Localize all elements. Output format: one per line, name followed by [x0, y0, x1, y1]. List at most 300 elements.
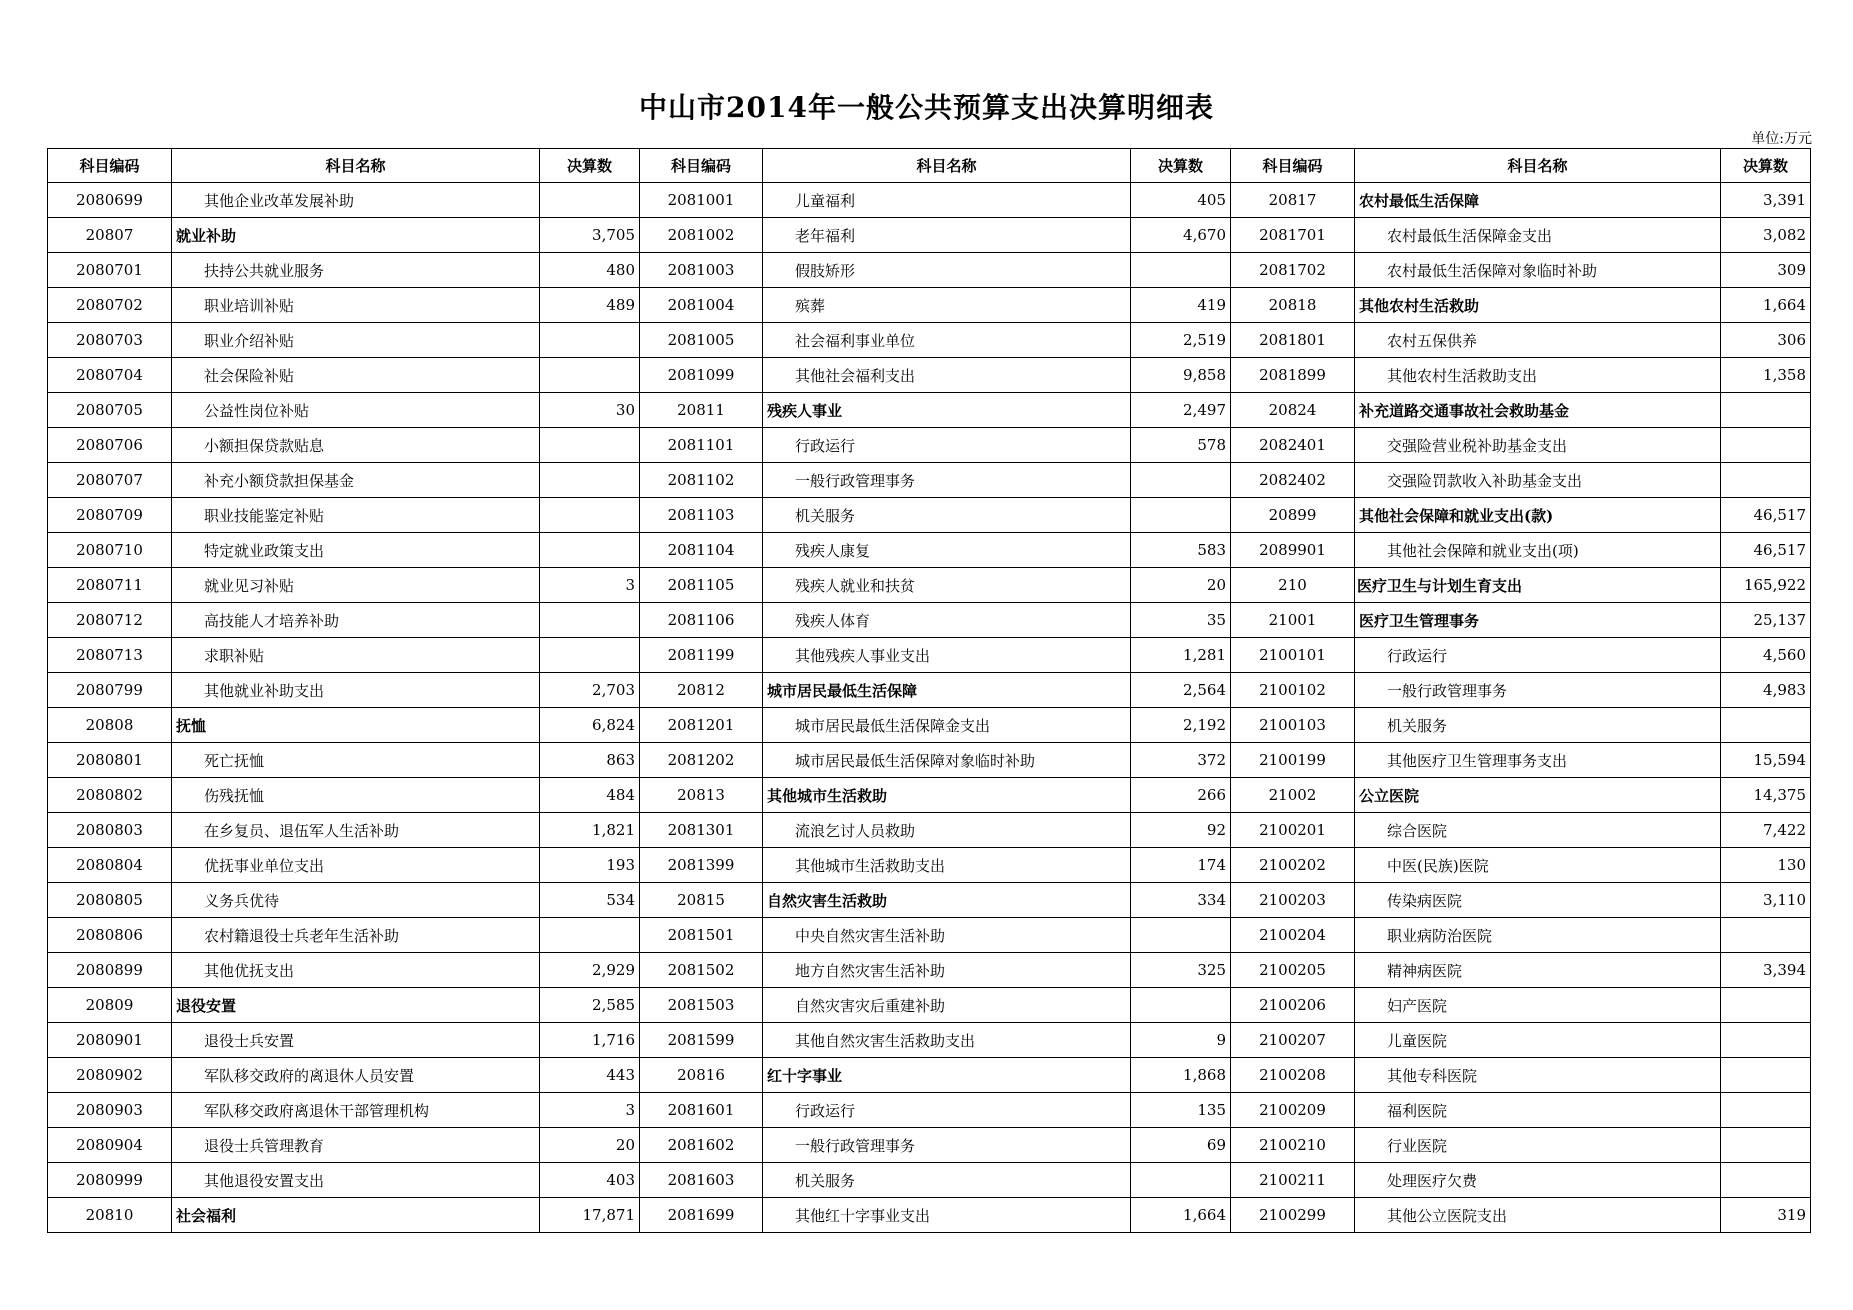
cell-amount: [1721, 463, 1811, 498]
cell-name: 城市居民最低生活保障金支出: [763, 708, 1131, 743]
cell-code: 2081099: [640, 358, 763, 393]
cell-code: 20808: [48, 708, 172, 743]
cell-amount: [1721, 393, 1811, 428]
cell-amount: [540, 498, 640, 533]
cell-name: 其他城市生活救助: [763, 778, 1131, 813]
table-row: [48, 358, 1811, 393]
cell-code: 2100201: [1231, 813, 1355, 848]
cell-amount: 4,983: [1721, 673, 1811, 708]
cell-code: 2100199: [1231, 743, 1355, 778]
cell-code: 2100209: [1231, 1093, 1355, 1128]
cell-amount: 1,281: [1131, 638, 1231, 673]
cell-code: 2081103: [640, 498, 763, 533]
cell-name: 交强险营业税补助基金支出: [1355, 428, 1721, 463]
header-name: 科目名称: [1355, 149, 1721, 183]
cell-name: 小额担保贷款贴息: [172, 428, 540, 463]
header-code: 科目编码: [1231, 149, 1355, 183]
table-row: [48, 218, 1811, 253]
cell-name: 社会福利: [172, 1198, 540, 1233]
cell-amount: 266: [1131, 778, 1231, 813]
cell-code: 20812: [640, 673, 763, 708]
cell-code: 2081199: [640, 638, 763, 673]
cell-amount: [1721, 1163, 1811, 1198]
cell-code: 2100210: [1231, 1128, 1355, 1163]
cell-code: 2081503: [640, 988, 763, 1023]
cell-amount: [1721, 1128, 1811, 1163]
table-row: [48, 988, 1811, 1023]
cell-amount: [540, 463, 640, 498]
cell-name: 城市居民最低生活保障对象临时补助: [763, 743, 1131, 778]
cell-name: 抚恤: [172, 708, 540, 743]
table-row: [48, 1093, 1811, 1128]
cell-code: 2100299: [1231, 1198, 1355, 1233]
cell-name: 地方自然灾害生活补助: [763, 953, 1131, 988]
cell-amount: 1,821: [540, 813, 640, 848]
cell-amount: 1,716: [540, 1023, 640, 1058]
cell-code: 20811: [640, 393, 763, 428]
cell-name: 其他退役安置支出: [172, 1163, 540, 1198]
cell-name: 其他残疾人事业支出: [763, 638, 1131, 673]
table-row: [48, 953, 1811, 988]
cell-name: 其他优抚支出: [172, 953, 540, 988]
cell-name: 职业培训补贴: [172, 288, 540, 323]
cell-amount: 165,922: [1721, 568, 1811, 603]
cell-name: 退役士兵安置: [172, 1023, 540, 1058]
cell-code: 2100101: [1231, 638, 1355, 673]
cell-name: 在乡复员、退伍军人生活补助: [172, 813, 540, 848]
cell-code: 2080904: [48, 1128, 172, 1163]
cell-amount: 4,560: [1721, 638, 1811, 673]
cell-name: 残疾人就业和扶贫: [763, 568, 1131, 603]
cell-name: 优抚事业单位支出: [172, 848, 540, 883]
cell-amount: 14,375: [1721, 778, 1811, 813]
cell-code: 2080805: [48, 883, 172, 918]
cell-amount: 25,137: [1721, 603, 1811, 638]
cell-name: 残疾人体育: [763, 603, 1131, 638]
cell-name: 自然灾害灾后重建补助: [763, 988, 1131, 1023]
cell-name: 传染病医院: [1355, 883, 1721, 918]
cell-name: 社会福利事业单位: [763, 323, 1131, 358]
cell-code: 2080706: [48, 428, 172, 463]
cell-amount: 443: [540, 1058, 640, 1093]
cell-name: 其他就业补助支出: [172, 673, 540, 708]
cell-code: 2081201: [640, 708, 763, 743]
cell-code: 2080999: [48, 1163, 172, 1198]
cell-code: 2081702: [1231, 253, 1355, 288]
table-row: [48, 673, 1811, 708]
cell-name: 死亡抚恤: [172, 743, 540, 778]
cell-name: 其他红十字事业支出: [763, 1198, 1131, 1233]
cell-code: 2080799: [48, 673, 172, 708]
cell-amount: 20: [1131, 568, 1231, 603]
cell-amount: 2,703: [540, 673, 640, 708]
cell-amount: 135: [1131, 1093, 1231, 1128]
cell-name: 处理医疗欠费: [1355, 1163, 1721, 1198]
cell-name: 行政运行: [1355, 638, 1721, 673]
cell-code: 21001: [1231, 603, 1355, 638]
table-row: [48, 568, 1811, 603]
cell-amount: 3,705: [540, 218, 640, 253]
cell-name: 殡葬: [763, 288, 1131, 323]
cell-amount: 9,858: [1131, 358, 1231, 393]
cell-name: 儿童医院: [1355, 1023, 1721, 1058]
cell-code: 2081502: [640, 953, 763, 988]
cell-code: 2081003: [640, 253, 763, 288]
cell-amount: 46,517: [1721, 498, 1811, 533]
cell-name: 其他自然灾害生活救助支出: [763, 1023, 1131, 1058]
cell-amount: 419: [1131, 288, 1231, 323]
cell-code: 2081501: [640, 918, 763, 953]
table-row: [48, 883, 1811, 918]
cell-code: 2080710: [48, 533, 172, 568]
header-name: 科目名称: [763, 149, 1131, 183]
cell-name: 高技能人才培养补助: [172, 603, 540, 638]
cell-amount: [1721, 918, 1811, 953]
cell-name: 补充小额贷款担保基金: [172, 463, 540, 498]
cell-code: 20807: [48, 218, 172, 253]
cell-name: 社会保险补贴: [172, 358, 540, 393]
cell-amount: 6,824: [540, 708, 640, 743]
cell-name: 机关服务: [1355, 708, 1721, 743]
cell-amount: [1721, 1093, 1811, 1128]
cell-name: 交强险罚款收入补助基金支出: [1355, 463, 1721, 498]
cell-code: 2081105: [640, 568, 763, 603]
cell-name: 军队移交政府的离退休人员安置: [172, 1058, 540, 1093]
cell-amount: 2,497: [1131, 393, 1231, 428]
cell-code: 2089901: [1231, 533, 1355, 568]
table-row: [48, 1128, 1811, 1163]
table-row: [48, 428, 1811, 463]
cell-amount: 3,394: [1721, 953, 1811, 988]
cell-code: 20818: [1231, 288, 1355, 323]
cell-amount: 325: [1131, 953, 1231, 988]
cell-amount: 405: [1131, 183, 1231, 218]
cell-amount: [540, 603, 640, 638]
cell-code: 2081104: [640, 533, 763, 568]
cell-name: 退役士兵管理教育: [172, 1128, 540, 1163]
cell-amount: 1,868: [1131, 1058, 1231, 1093]
header-row: [48, 149, 1811, 183]
cell-amount: 7,422: [1721, 813, 1811, 848]
cell-code: 20809: [48, 988, 172, 1023]
header-amount: 决算数: [1131, 149, 1231, 183]
cell-amount: [540, 533, 640, 568]
cell-code: 2082401: [1231, 428, 1355, 463]
cell-name: 其他医疗卫生管理事务支出: [1355, 743, 1721, 778]
cell-name: 中央自然灾害生活补助: [763, 918, 1131, 953]
cell-name: 流浪乞讨人员救助: [763, 813, 1131, 848]
cell-name: 农村五保供养: [1355, 323, 1721, 358]
cell-amount: 306: [1721, 323, 1811, 358]
cell-amount: 3,110: [1721, 883, 1811, 918]
cell-name: 城市居民最低生活保障: [763, 673, 1131, 708]
cell-name: 老年福利: [763, 218, 1131, 253]
cell-code: 2080699: [48, 183, 172, 218]
cell-name: 义务兵优待: [172, 883, 540, 918]
cell-amount: 1,358: [1721, 358, 1811, 393]
cell-code: 2080903: [48, 1093, 172, 1128]
cell-name: 机关服务: [763, 1163, 1131, 1198]
cell-code: 2081701: [1231, 218, 1355, 253]
table-body: [48, 183, 1811, 1233]
cell-amount: [1721, 708, 1811, 743]
table-row: [48, 1163, 1811, 1198]
cell-amount: [1131, 1163, 1231, 1198]
cell-name: 军队移交政府离退休干部管理机构: [172, 1093, 540, 1128]
cell-name: 其他社会保障和就业支出(款): [1355, 498, 1721, 533]
cell-amount: 3,391: [1721, 183, 1811, 218]
cell-code: 2081601: [640, 1093, 763, 1128]
cell-amount: [1131, 988, 1231, 1023]
cell-code: 2081101: [640, 428, 763, 463]
cell-code: 20817: [1231, 183, 1355, 218]
cell-amount: [1131, 463, 1231, 498]
cell-code: 2080711: [48, 568, 172, 603]
cell-code: 210: [1231, 568, 1355, 603]
cell-amount: 9: [1131, 1023, 1231, 1058]
cell-name: 残疾人事业: [763, 393, 1131, 428]
cell-code: 2100207: [1231, 1023, 1355, 1058]
cell-amount: 863: [540, 743, 640, 778]
cell-amount: 489: [540, 288, 640, 323]
cell-name: 其他农村生活救助支出: [1355, 358, 1721, 393]
cell-name: 农村籍退役士兵老年生活补助: [172, 918, 540, 953]
cell-code: 2081001: [640, 183, 763, 218]
cell-name: 妇产医院: [1355, 988, 1721, 1023]
cell-name: 职业病防治医院: [1355, 918, 1721, 953]
cell-code: 2100203: [1231, 883, 1355, 918]
cell-code: 2100202: [1231, 848, 1355, 883]
table-row: [48, 778, 1811, 813]
cell-name: 公益性岗位补贴: [172, 393, 540, 428]
cell-amount: 46,517: [1721, 533, 1811, 568]
cell-name: 行政运行: [763, 1093, 1131, 1128]
cell-code: 2081004: [640, 288, 763, 323]
cell-code: 2081602: [640, 1128, 763, 1163]
cell-name: 残疾人康复: [763, 533, 1131, 568]
cell-amount: 15,594: [1721, 743, 1811, 778]
cell-code: 20813: [640, 778, 763, 813]
cell-name: 医疗卫生管理事务: [1355, 603, 1721, 638]
cell-code: 2080901: [48, 1023, 172, 1058]
cell-code: 2081102: [640, 463, 763, 498]
cell-name: 其他城市生活救助支出: [763, 848, 1131, 883]
cell-code: 2082402: [1231, 463, 1355, 498]
cell-amount: 3: [540, 568, 640, 603]
cell-amount: 69: [1131, 1128, 1231, 1163]
cell-name: 其他社会保障和就业支出(项): [1355, 533, 1721, 568]
cell-code: 2081106: [640, 603, 763, 638]
cell-amount: [540, 428, 640, 463]
cell-name: 职业介绍补贴: [172, 323, 540, 358]
cell-code: 20899: [1231, 498, 1355, 533]
cell-amount: [540, 183, 640, 218]
table-row: [48, 253, 1811, 288]
cell-name: 补充道路交通事故社会救助基金: [1355, 393, 1721, 428]
table-row: [48, 918, 1811, 953]
cell-name: 一般行政管理事务: [763, 463, 1131, 498]
unit-label: 单位:万元: [1751, 131, 1812, 147]
cell-name: 一般行政管理事务: [763, 1128, 1131, 1163]
cell-name: 假肢矫形: [763, 253, 1131, 288]
cell-amount: 35: [1131, 603, 1231, 638]
cell-code: 20816: [640, 1058, 763, 1093]
header-amount: 决算数: [1721, 149, 1811, 183]
cell-amount: [540, 918, 640, 953]
cell-code: 20815: [640, 883, 763, 918]
cell-name: 精神病医院: [1355, 953, 1721, 988]
table-row: [48, 393, 1811, 428]
cell-name: 其他社会福利支出: [763, 358, 1131, 393]
cell-amount: 2,929: [540, 953, 640, 988]
header-code: 科目编码: [640, 149, 763, 183]
cell-name: 特定就业政策支出: [172, 533, 540, 568]
table-row: [48, 1023, 1811, 1058]
cell-code: 2100103: [1231, 708, 1355, 743]
cell-code: 2080704: [48, 358, 172, 393]
cell-code: 2081005: [640, 323, 763, 358]
cell-code: 2080902: [48, 1058, 172, 1093]
cell-amount: [1131, 253, 1231, 288]
cell-code: 2100208: [1231, 1058, 1355, 1093]
table-row: [48, 1198, 1811, 1233]
cell-amount: 1,664: [1721, 288, 1811, 323]
cell-amount: 534: [540, 883, 640, 918]
cell-name: 就业见习补贴: [172, 568, 540, 603]
table-row: [48, 498, 1811, 533]
cell-amount: 92: [1131, 813, 1231, 848]
cell-name: 一般行政管理事务: [1355, 673, 1721, 708]
cell-name: 职业技能鉴定补贴: [172, 498, 540, 533]
header-code: 科目编码: [48, 149, 172, 183]
header-name: 科目名称: [172, 149, 540, 183]
cell-name: 伤残抚恤: [172, 778, 540, 813]
cell-code: 2080705: [48, 393, 172, 428]
cell-amount: 2,564: [1131, 673, 1231, 708]
cell-name: 扶持公共就业服务: [172, 253, 540, 288]
header-amount: 决算数: [540, 149, 640, 183]
cell-code: 2080804: [48, 848, 172, 883]
cell-code: 20810: [48, 1198, 172, 1233]
cell-code: 2080701: [48, 253, 172, 288]
cell-code: 2080803: [48, 813, 172, 848]
table-row: [48, 848, 1811, 883]
table-row: [48, 463, 1811, 498]
cell-amount: [540, 323, 640, 358]
cell-amount: 372: [1131, 743, 1231, 778]
cell-name: 求职补贴: [172, 638, 540, 673]
cell-amount: 174: [1131, 848, 1231, 883]
cell-name: 综合医院: [1355, 813, 1721, 848]
cell-code: 2081202: [640, 743, 763, 778]
table-row: [48, 743, 1811, 778]
cell-amount: 20: [540, 1128, 640, 1163]
cell-code: 2100102: [1231, 673, 1355, 708]
table-row: [48, 183, 1811, 218]
cell-code: 2100206: [1231, 988, 1355, 1023]
cell-amount: 193: [540, 848, 640, 883]
cell-code: 2081599: [640, 1023, 763, 1058]
cell-amount: [1721, 428, 1811, 463]
cell-code: 20824: [1231, 393, 1355, 428]
cell-code: 2081603: [640, 1163, 763, 1198]
cell-code: 2080707: [48, 463, 172, 498]
cell-code: 2080712: [48, 603, 172, 638]
cell-name: 行业医院: [1355, 1128, 1721, 1163]
cell-name: 农村最低生活保障金支出: [1355, 218, 1721, 253]
cell-name: 公立医院: [1355, 778, 1721, 813]
table-row: [48, 323, 1811, 358]
cell-amount: 3: [540, 1093, 640, 1128]
cell-name: 福利医院: [1355, 1093, 1721, 1128]
cell-name: 医疗卫生与计划生育支出: [1355, 568, 1721, 603]
cell-code: 2081301: [640, 813, 763, 848]
cell-name: 其他企业改革发展补助: [172, 183, 540, 218]
cell-code: 2100211: [1231, 1163, 1355, 1198]
cell-amount: 3,082: [1721, 218, 1811, 253]
cell-code: 2081399: [640, 848, 763, 883]
cell-code: 2080899: [48, 953, 172, 988]
table-row: [48, 638, 1811, 673]
table-row: [48, 603, 1811, 638]
cell-amount: 2,585: [540, 988, 640, 1023]
cell-code: 2081699: [640, 1198, 763, 1233]
cell-amount: 30: [540, 393, 640, 428]
cell-amount: 309: [1721, 253, 1811, 288]
cell-code: 2081899: [1231, 358, 1355, 393]
cell-code: 2080709: [48, 498, 172, 533]
cell-amount: 4,670: [1131, 218, 1231, 253]
cell-code: 2100205: [1231, 953, 1355, 988]
cell-amount: [540, 358, 640, 393]
cell-name: 就业补助: [172, 218, 540, 253]
table-row: [48, 288, 1811, 323]
cell-amount: 130: [1721, 848, 1811, 883]
cell-amount: 2,519: [1131, 323, 1231, 358]
cell-amount: 2,192: [1131, 708, 1231, 743]
cell-name: 行政运行: [763, 428, 1131, 463]
cell-code: 2080806: [48, 918, 172, 953]
cell-amount: [1131, 918, 1231, 953]
cell-amount: 480: [540, 253, 640, 288]
cell-amount: [1721, 1058, 1811, 1093]
cell-name: 自然灾害生活救助: [763, 883, 1131, 918]
page-title: 中山市2014年一般公共预算支出决算明细表: [639, 91, 1214, 124]
cell-amount: [1721, 1023, 1811, 1058]
cell-code: 2081801: [1231, 323, 1355, 358]
budget-table: [47, 148, 1811, 1233]
cell-amount: 334: [1131, 883, 1231, 918]
cell-name: 其他公立医院支出: [1355, 1198, 1721, 1233]
cell-amount: 403: [540, 1163, 640, 1198]
cell-code: 2100204: [1231, 918, 1355, 953]
cell-name: 农村最低生活保障: [1355, 183, 1721, 218]
cell-name: 农村最低生活保障对象临时补助: [1355, 253, 1721, 288]
cell-amount: 578: [1131, 428, 1231, 463]
cell-amount: [1721, 988, 1811, 1023]
cell-name: 儿童福利: [763, 183, 1131, 218]
table-row: [48, 813, 1811, 848]
cell-amount: 583: [1131, 533, 1231, 568]
cell-code: 2080802: [48, 778, 172, 813]
cell-amount: [540, 638, 640, 673]
table-row: [48, 533, 1811, 568]
cell-name: 退役安置: [172, 988, 540, 1023]
table-row: [48, 1058, 1811, 1093]
cell-code: 2081002: [640, 218, 763, 253]
cell-amount: 17,871: [540, 1198, 640, 1233]
cell-name: 其他专科医院: [1355, 1058, 1721, 1093]
